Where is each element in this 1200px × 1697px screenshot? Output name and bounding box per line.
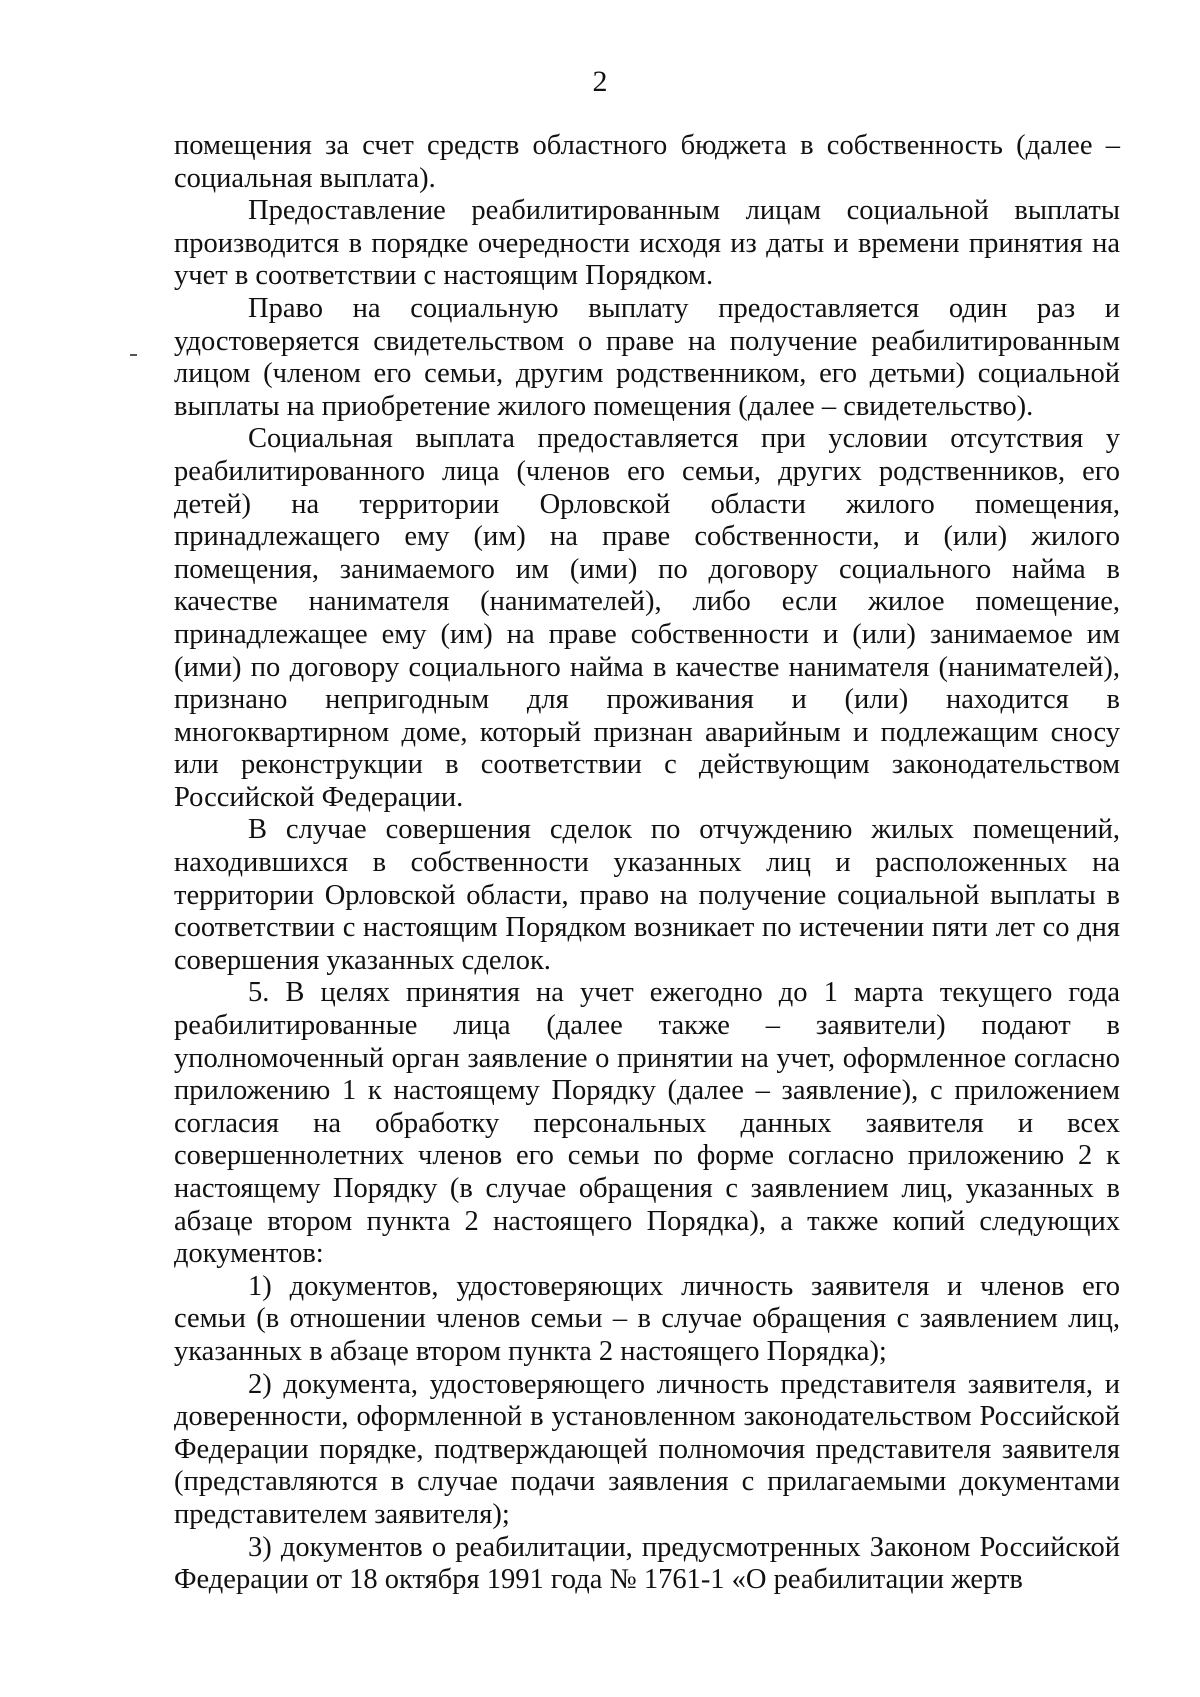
list-item-3: 3) документов о реабилитации, предусмотренных Законом Российской Федерации от 18 октября 1991 года № 1761-1 «О реабилитации жертв [174,1531,1120,1596]
paragraph-right-once: Право на социальную выплату предоставляется один раз и удостоверяется свидетельством о праве на получение реабилитированным лицом (членом его семьи, другим родственником, его детьми) социальной выплаты на приобретение жилого помещения (далее – свидетельство). [174,292,1120,422]
margin-mark [130,354,137,356]
paragraph-alienation-deals: В случае совершения сделок по отчуждению жилых помещений, находившихся в собственности указанных лиц и расположенных на территории Орловской области, право на получение социальной выплаты в соответствии с настоящим Порядком возникает по истечении пяти лет со дня совершения указанных сделок. [174,814,1120,976]
paragraph-payment-order: Предоставление реабилитированным лицам социальной выплаты производится в порядке очередности исходя из даты и времени принятия на учет в соответствии с настоящим Порядком. [174,195,1120,292]
paragraph-payment-conditions: Социальная выплата предоставляется при условии отсутствия у реабилитированного лица (членов его семьи, других родственников, его детей) на территории Орловской области жилого помещения, принадлежащего ему (им) на праве собственности, и (или) жилого помещения, занимаемого им (ими) по договору социального найма в качестве нанимателя (нанимателей), либо если жилое помещение, принадлежащее ему (им) на праве собственности и (или) занимаемое им (ими) по договору социального найма в качестве нанимателя (нанимателей), признано непригодным для проживания и (или) находится в многоквартирном доме, который признан аварийным и подлежащим сносу или реконструкции в соответствии с действующим законодательством Российской Федерации. [174,423,1120,813]
paragraph-item-5: 5. В целях принятия на учет ежегодно до 1 марта текущего года реабилитированные лица (далее также – заявители) подают в уполномоченный орган заявление о принятии на учет, оформленное согласно приложению 1 к настоящему Порядку (далее – заявление), с приложением согласия на обработку персональных данных заявителя и всех совершеннолетних членов его семьи по форме согласно приложению 2 к настоящему Порядку (в случае обращения с заявлением лиц, указанных в абзаце втором пункта 2 настоящего Порядка), а также копий следующих документов: [174,977,1120,1270]
list-item-1: 1) документов, удостоверяющих личность заявителя и членов его семьи (в отношении членов семьи – в случае обращения с заявлением лиц, указанных в абзаце втором пункта 2 настоящего Порядка); [174,1270,1120,1367]
list-item-2: 2) документа, удостоверяющего личность представителя заявителя, и доверенности, оформленной в установленном законодательством Российской Федерации порядке, подтверждающей полномочия представителя заявителя (представляются в случае подачи заявления с прилагаемыми документами представителем заявителя); [174,1368,1120,1530]
paragraph-continuation: помещения за счет средств областного бюджета в собственность (далее – социальная выплата). [174,130,1120,194]
page-number: 2 [592,65,608,98]
document-body [174,130,1120,1597]
